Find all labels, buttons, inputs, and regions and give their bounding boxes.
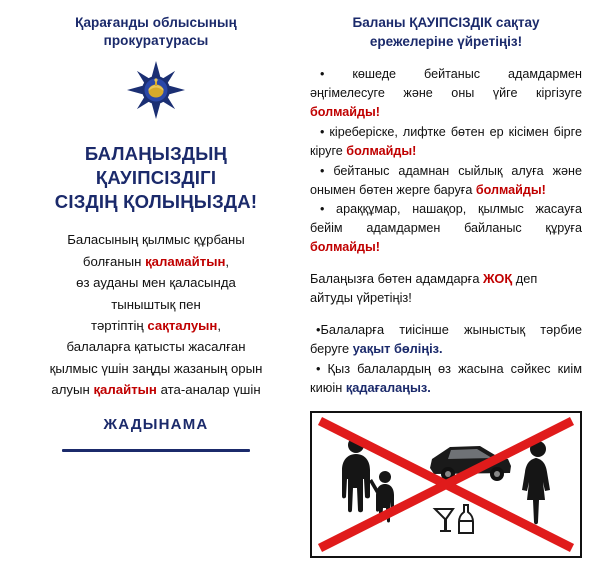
warning-illustration-crossed-out (310, 411, 582, 558)
divider-rule (62, 449, 249, 452)
emphasis-red-text: болмайды! (475, 182, 546, 197)
page-title-line3: СІЗДІҢ ҚОЛЫҢЫЗДА! (54, 190, 258, 212)
left-body-line (26, 251, 286, 272)
advice-item (310, 320, 582, 358)
left-body-line (26, 358, 286, 379)
left-body-line (26, 379, 286, 400)
emphasis-red-text: ЖОҚ (483, 271, 513, 287)
safety-rules-list (310, 65, 582, 257)
body-text: қылмыс үшін заңды жазаның орын (49, 360, 263, 376)
left-body-line (26, 272, 286, 293)
body-text: ата-аналар үшін (156, 382, 261, 398)
body-text: болғанын (82, 253, 146, 269)
kazakhstan-prosecutor-emblem-icon (126, 60, 186, 120)
body-text: • бейтаныс адамнан сыйлық алуға және онымен бөтен жерге баруға (310, 163, 582, 197)
teach-to-say-no-paragraph (310, 269, 582, 307)
body-text: , (217, 317, 222, 333)
right-section-title (310, 14, 582, 51)
emphasis-navy-text: уақыт бөліңіз. (352, 340, 443, 356)
left-body-line (26, 294, 286, 315)
safety-rule-item (310, 200, 582, 257)
page-title (26, 142, 286, 213)
body-text: •Балаларға тиісінше жыныстық тәрбие беруге (310, 321, 582, 356)
emphasis-red-text: қалайтын (93, 382, 157, 398)
body-text: деп айтуды үйретіңіз! (310, 271, 538, 306)
body-text: • кіреберіске, лифтке бөтен ер кісімен бірге кіруге (310, 124, 582, 158)
memo-label: ЖАДЫНАМА (103, 416, 209, 434)
emphasis-navy-text: қадағалаңыз. (345, 380, 431, 396)
right-section-title-line1: Баланы ҚАУІПСІЗДІК сақтау (352, 15, 540, 30)
body-text: балаларға қатысты жасалған (66, 339, 246, 355)
body-text: алуын (51, 382, 94, 398)
advice-item (310, 359, 582, 397)
alcohol-glass-and-bottle-icon (435, 505, 473, 533)
emphasis-red-text: болмайды! (310, 105, 380, 120)
organization-title-line1: Қарағанды облысының (75, 15, 237, 30)
left-body-line (26, 336, 286, 357)
additional-advice-list (310, 320, 582, 398)
emphasis-red-text: болмайды! (346, 143, 417, 158)
emphasis-red-text: сақталуын (147, 317, 218, 333)
body-text: Баласының қылмыс құрбаны (67, 232, 245, 248)
right-column (300, 14, 588, 573)
safety-rule-item (310, 65, 582, 122)
emphasis-red-text: қаламайтын (145, 253, 226, 269)
right-section-title-line2: ережелеріне үйретіңіз! (369, 33, 523, 49)
body-text: тәртіптің (90, 317, 148, 333)
safety-rule-item (310, 162, 582, 200)
left-body-line (26, 315, 286, 336)
body-text: • Қыз балалардың өз жасына сәйкес киім киюін (310, 360, 582, 396)
left-body-line (26, 229, 286, 250)
body-text: • көшеде бейтаныс адамдармен әңгімелесуге және оны үйге кіргізуге (310, 67, 582, 101)
left-column (12, 14, 300, 573)
body-text: Балаңызға бөтен адамдарға (310, 271, 484, 287)
body-text: , (225, 253, 230, 269)
page-title-line1: БАЛАҢЫЗДЫҢ (84, 143, 228, 165)
emblem-container (26, 60, 286, 120)
organization-title (26, 14, 286, 50)
woman-silhouette (522, 441, 550, 524)
emphasis-red-text: болмайды! (310, 240, 380, 255)
page-title-line2: ҚАУІПСІЗДІГІ (95, 167, 217, 189)
left-body-text (26, 229, 286, 400)
body-text: тыныштық пен (111, 296, 201, 312)
body-text: өз ауданы мен қаласында (76, 275, 236, 291)
safety-rule-item (310, 123, 582, 161)
organization-title-line2: прокуратурасы (103, 33, 209, 49)
body-text: • араққұмар, нашақор, қылмыс жасауға бейім адамдармен байланыс құруға (310, 202, 582, 236)
